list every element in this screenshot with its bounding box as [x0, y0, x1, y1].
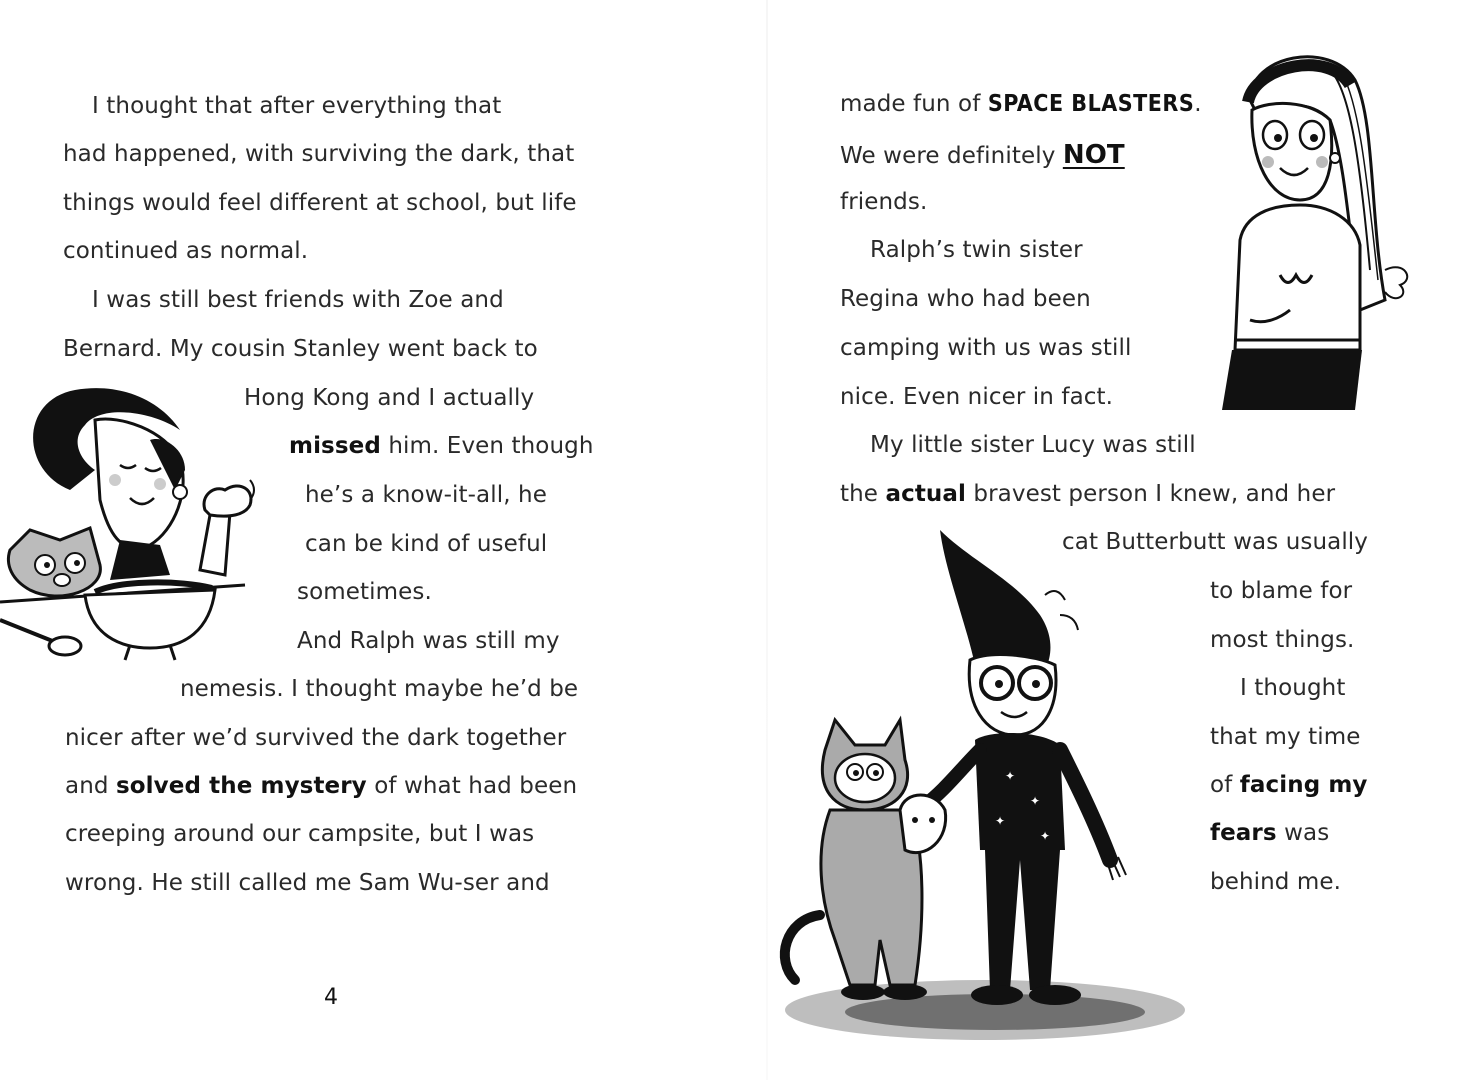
text-fragment: was	[1276, 820, 1330, 846]
text-line	[65, 775, 577, 798]
text-fragment: of	[1210, 772, 1240, 798]
bold-word: missed	[289, 433, 381, 459]
text-line: I thought that after everything that	[92, 93, 502, 119]
text-line: things would feel different at school, but life	[63, 190, 577, 216]
page-number: 4	[324, 985, 338, 1010]
bold-word: actual	[885, 481, 966, 507]
text-line: nice. Even nicer in fact.	[840, 384, 1114, 410]
text-line: Hong Kong and I actually	[244, 385, 535, 411]
text-fragment: We were definitely	[840, 143, 1063, 169]
text-line	[1210, 822, 1329, 845]
text-line: nemesis. I thought maybe he’d be	[180, 676, 579, 702]
text-line	[840, 483, 1335, 506]
sam-and-lucy-illustration-icon	[775, 520, 1195, 1050]
text-line	[840, 142, 1125, 168]
text-line: camping with us was still	[840, 335, 1132, 361]
text-fragment: him. Even though	[380, 433, 594, 459]
text-line: he’s a know-it-all, he	[305, 482, 547, 508]
svg-text:✦: ✦	[1040, 829, 1051, 843]
regina-illustration-icon	[1210, 40, 1420, 420]
bold-phrase: solved the mystery	[115, 773, 367, 799]
text-fragment: the	[840, 481, 886, 507]
text-line: can be kind of useful	[305, 531, 548, 557]
text-line: to blame for	[1210, 578, 1353, 604]
bold-word: fears	[1210, 820, 1277, 846]
text-line: that my time	[1210, 724, 1361, 750]
text-line: sometimes.	[297, 579, 432, 605]
text-fragment: bravest person I knew, and her	[966, 481, 1336, 507]
text-line: nicer after we’d survived the dark together	[65, 725, 567, 751]
text-fragment: and	[65, 773, 116, 799]
space-blasters-title: SPACE BLASTERS	[987, 91, 1195, 117]
text-fragment: of what had been	[366, 773, 578, 799]
text-line: Ralph’s twin sister	[870, 237, 1083, 263]
text-line: continued as normal.	[63, 238, 309, 264]
text-line: had happened, with surviving the dark, that	[63, 141, 575, 167]
book-gutter	[766, 0, 768, 1080]
text-line: most things.	[1210, 627, 1355, 653]
emphasis-not: NOT	[1062, 140, 1125, 170]
text-fragment: made fun of	[840, 91, 988, 117]
text-line	[1210, 774, 1368, 797]
svg-text:✦: ✦	[995, 814, 1006, 828]
bold-phrase: facing my	[1239, 772, 1368, 798]
text-line: I was still best friends with Zoe and	[92, 287, 504, 313]
text-line: I thought	[1240, 675, 1346, 701]
text-line: My little sister Lucy was still	[870, 432, 1196, 458]
text-line: wrong. He still called me Sam Wu-ser and	[65, 870, 550, 896]
text-fragment: .	[1194, 91, 1202, 117]
text-line	[840, 93, 1202, 116]
text-line: Bernard. My cousin Stanley went back to	[63, 336, 538, 362]
text-line	[289, 435, 594, 458]
text-line: creeping around our campsite, but I was	[65, 821, 535, 847]
mom-cooking-illustration-icon	[0, 380, 270, 670]
text-line: Regina who had been	[840, 286, 1091, 312]
text-line: friends.	[840, 189, 928, 215]
text-line: cat Butterbutt was usually	[1062, 529, 1369, 555]
svg-text:✦: ✦	[1005, 769, 1016, 783]
text-line: And Ralph was still my	[297, 628, 560, 654]
svg-text:✦: ✦	[1030, 794, 1041, 808]
text-line: behind me.	[1210, 869, 1342, 895]
